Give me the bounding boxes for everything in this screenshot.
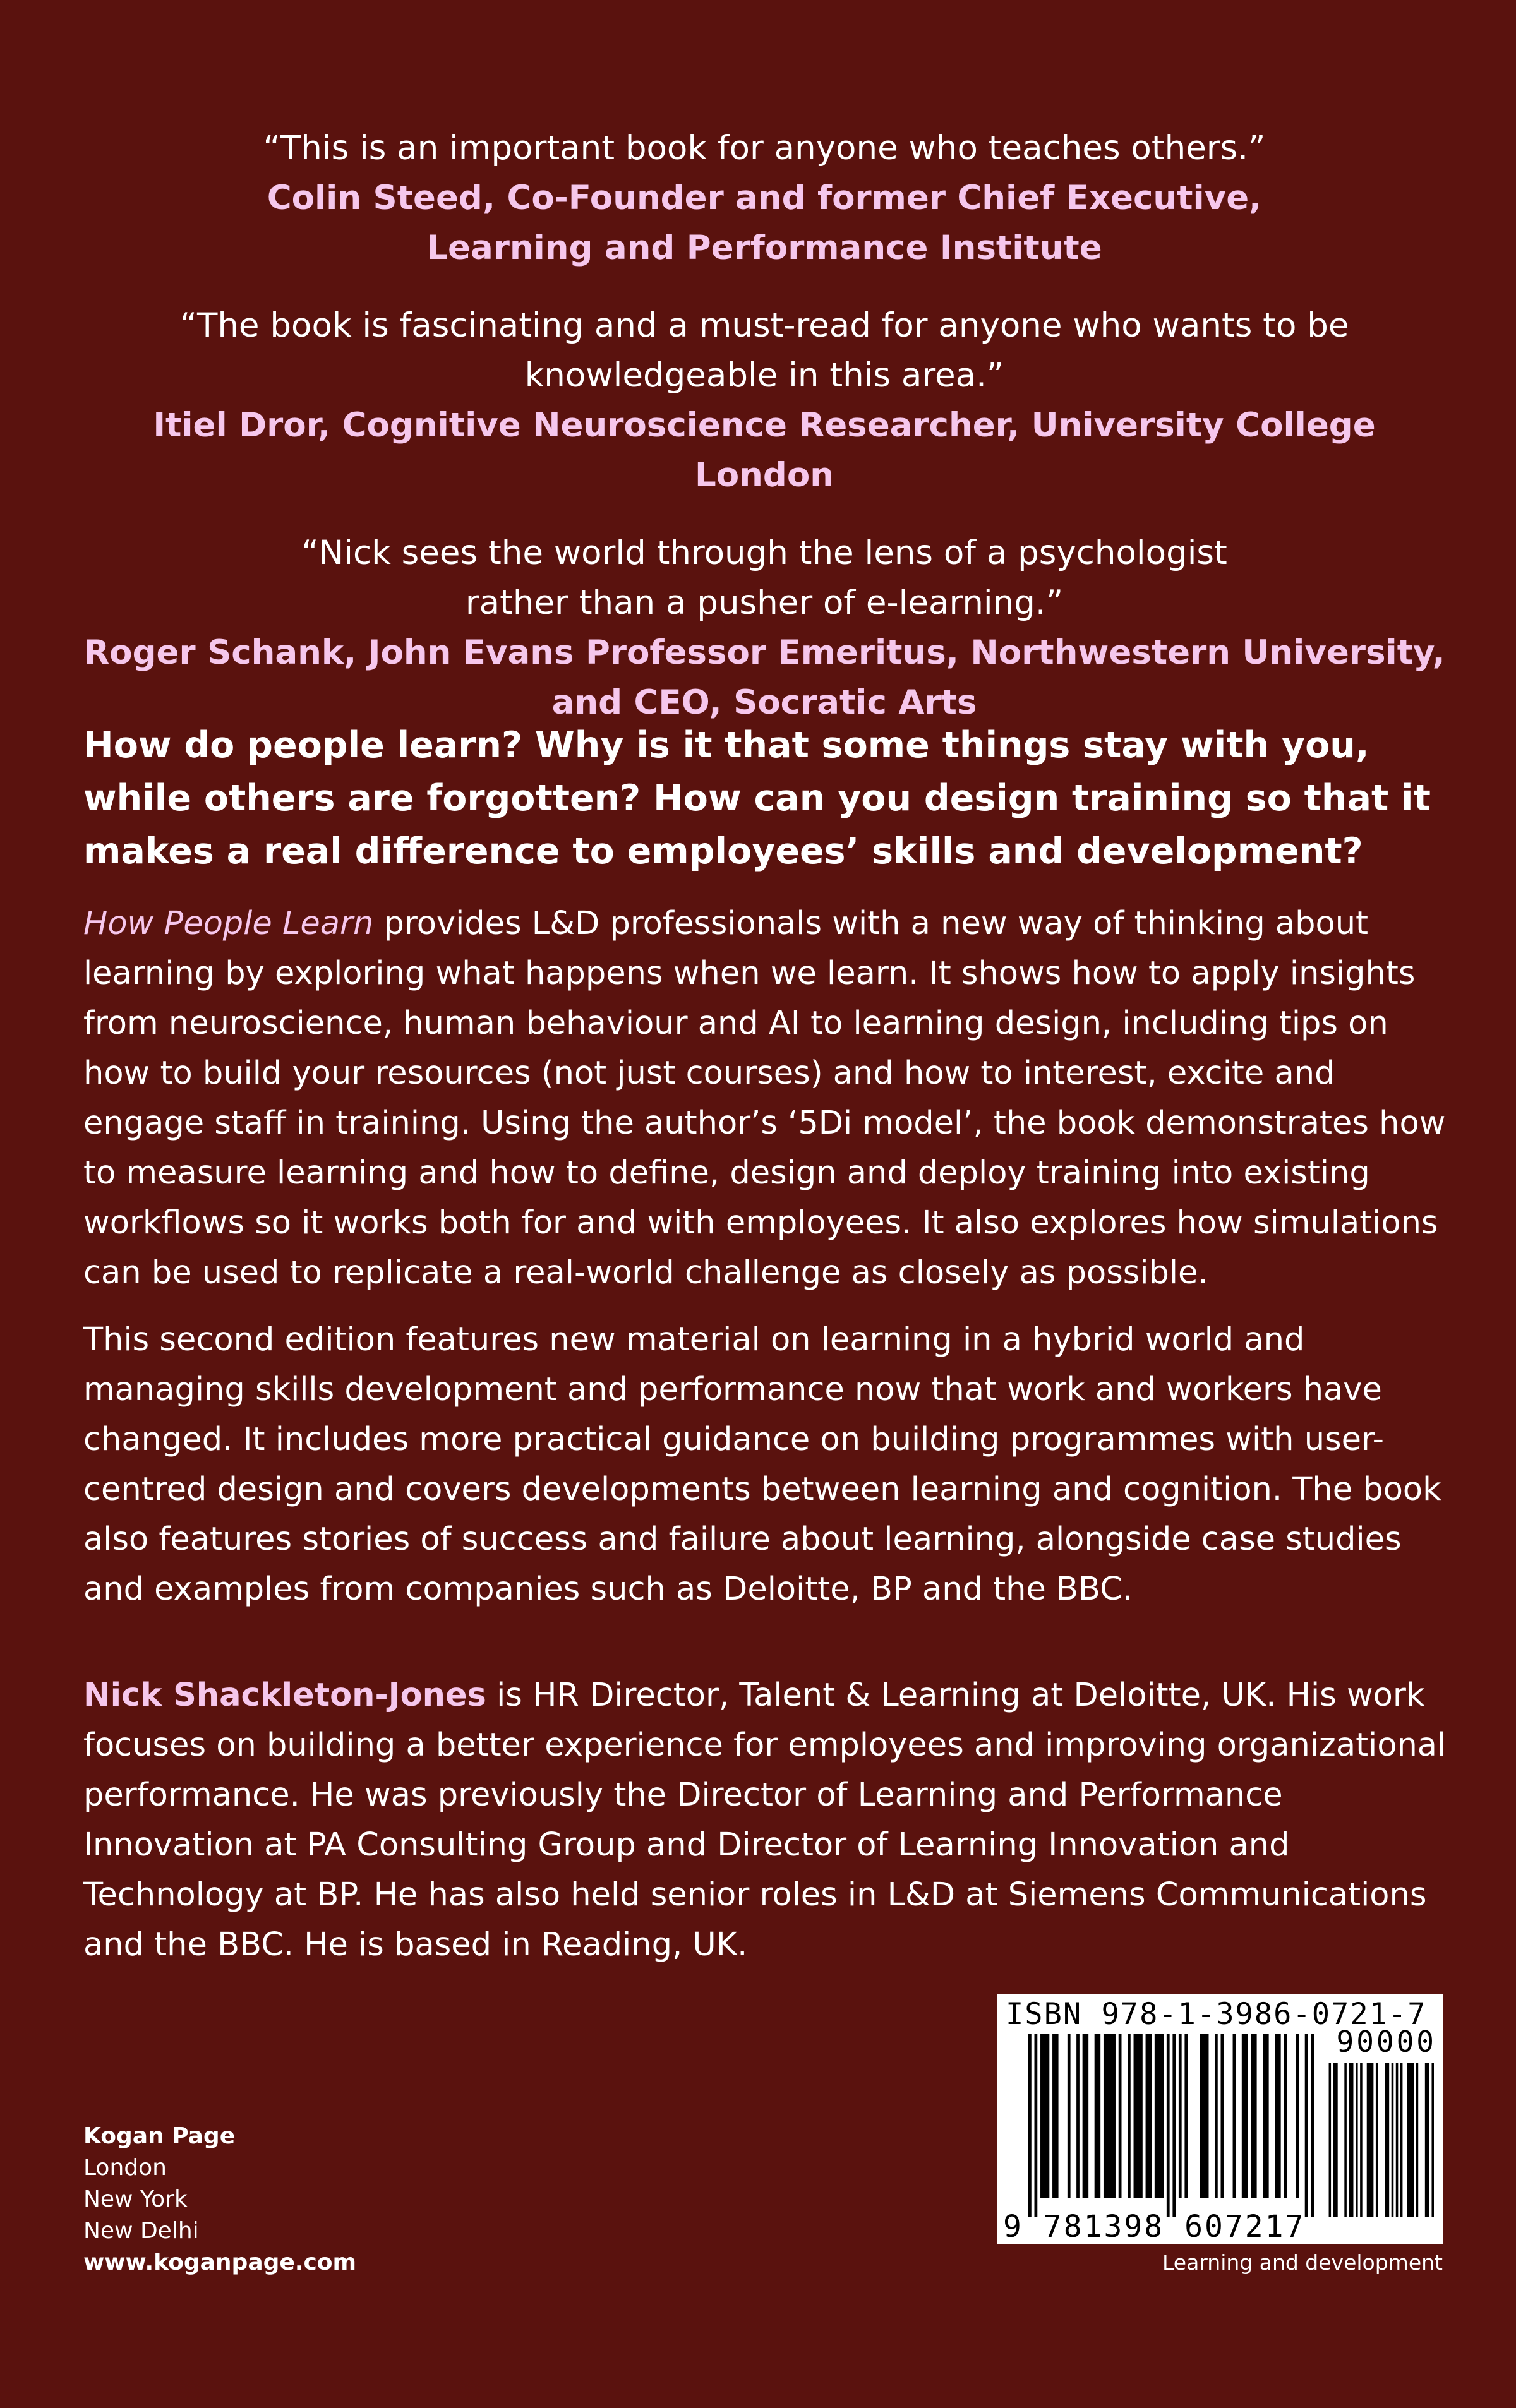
endorsement-quote: “Nick sees the world through the lens of a psychologist rather than a pusher of e-learning.” [301,534,1227,622]
barcode-bar [1095,2034,1101,2198]
barcode-bar [1251,2034,1257,2198]
barcode-bar [1040,2034,1049,2198]
barcode-addon-bar [1425,2063,1429,2217]
endorsement [82,123,1447,273]
publisher-city: London [83,2155,167,2181]
barcode-addon-bar [1392,2063,1394,2217]
barcode-addon-bar [1360,2063,1363,2217]
endorsement [82,301,1447,500]
barcode-bar [1305,2034,1308,2217]
barcode-bar [1128,2034,1131,2198]
author-name: Nick Shackleton-Jones [83,1677,486,1714]
barcode-bar [1104,2034,1116,2198]
barcode-bar [1263,2034,1269,2198]
endorsement-attribution: Colin Steed, Co-Founder and former Chief Executive, Learning and Performance Institute [267,179,1262,267]
barcode-bar [1184,2034,1188,2198]
author-bio-text: is HR Director, Talent & Learning at Deloitte, UK. His work focuses on building a better experience for employees and improving organizational performance. He was previously the Director of Learning and Performance Innovation at PA Consulting Group and Director of Learning Innovation and Technology at BP. He has also held senior roles in L&D at Siemens Communications and the BBC. He is based in Reading, UK. [83,1677,1447,1963]
intro-questions: How do people learn? Why is it that some things stay with you, while others are forgotten? How can you design training so that it makes a real difference to employees’ skills and development? [83,724,1431,872]
barcode-bar [1052,2034,1059,2198]
barcode-bar [1233,2034,1236,2198]
barcode-bar [1028,2034,1032,2217]
publisher-city: New York [83,2186,188,2212]
publisher-block [83,2121,356,2279]
barcode-addon-digits: 90000 [1336,2025,1436,2059]
barcode-bar [1068,2034,1071,2198]
endorsement-quote: “The book is fascinating and a must-read for anyone who wants to be knowledgeable in this area.” [179,306,1349,395]
barcode-bar [1035,2034,1038,2217]
barcode-addon-bar [1344,2063,1347,2217]
barcode-addon-bar [1367,2063,1374,2217]
endorsement-quote: “This is an important book for anyone who teaches others.” [263,129,1266,167]
barcode-addon-bar [1333,2063,1338,2217]
book-description-text: provides L&D professionals with a new way of thinking about learning by exploring what happens when we learn. It shows how to apply insights from neuroscience, human behaviour and AI to learning design, including tips on how to build your resources (not just courses) and how to interest, excite and engage staff in training. Using the author’s ‘5Di model’, the book demonstrates how to measure learning and how to define, design and deploy training into existing workflows so it works both for and with employees. It also explores how simulations can be used to replicate a real-world challenge as closely as possible. [83,905,1446,1291]
barcode-addon-bar [1385,2063,1389,2217]
barcode-bar [1172,2034,1176,2217]
barcode-addon-bar [1356,2063,1358,2217]
isbn-barcode [997,1994,1443,2244]
barcode-bar [1275,2034,1281,2198]
ean-digits: 9 781398 607217 [1003,2209,1306,2244]
barcode-bar [1076,2034,1080,2198]
book-category: Learning and development [1162,2250,1443,2275]
barcode-addon-bar [1400,2063,1403,2217]
barcode-bar [1167,2034,1170,2217]
author-bio [83,1670,1448,1970]
endorsement-attribution: Itiel Dror, Cognitive Neuroscience Researcher, University College London [153,406,1376,494]
barcode-bar [1083,2034,1089,2198]
barcode-bar [1119,2034,1122,2198]
barcode-bar [1221,2034,1224,2198]
barcode-bar [1155,2034,1164,2198]
barcode-addon-bars [1326,2063,1434,2217]
endorsements [82,123,1447,755]
barcode-bar [1311,2034,1314,2217]
barcode-bar [1242,2034,1248,2198]
barcode-bar [1284,2034,1287,2198]
barcode-bars [1028,2034,1314,2217]
barcode-addon-bar [1396,2063,1399,2217]
publisher-url: www.koganpage.com [83,2249,357,2275]
publisher-city: New Delhi [83,2218,199,2244]
barcode-bar [1296,2034,1299,2198]
endorsement-attribution: Roger Schank, John Evans Professor Emeritus, Northwestern University, and CEO, Socratic Arts [83,633,1445,722]
barcode-bar [1179,2034,1182,2198]
barcode-addon-bar [1407,2063,1414,2217]
barcode-addon-bar [1376,2063,1378,2217]
barcode-bar [1200,2034,1208,2198]
barcode-addon-bar [1431,2063,1434,2217]
barcode-addon-bar [1349,2063,1353,2217]
barcode-addon-bar [1416,2063,1419,2217]
barcode-bar [1215,2034,1218,2198]
isbn-label: ISBN 978-1-3986-0721-7 [1006,1997,1427,2032]
book-description [83,899,1448,1298]
endorsement [82,528,1447,728]
book-title: How People Learn [83,905,374,942]
barcode-bar [1134,2034,1143,2198]
barcode-addon-bar [1329,2063,1332,2217]
barcode-bar [1146,2034,1152,2198]
second-edition-description: This second edition features new material on learning in a hybrid world and managing skills development and performance now that work and workers have changed. It includes more practical guidance on building programmes with user-centred design and covers developments between learning and cognition. The book also features stories of success and failure about learning, alongside case studies and examples from companies such as Deloitte, BP and the BBC. [83,1321,1441,1608]
publisher-name: Kogan Page [83,2123,236,2149]
